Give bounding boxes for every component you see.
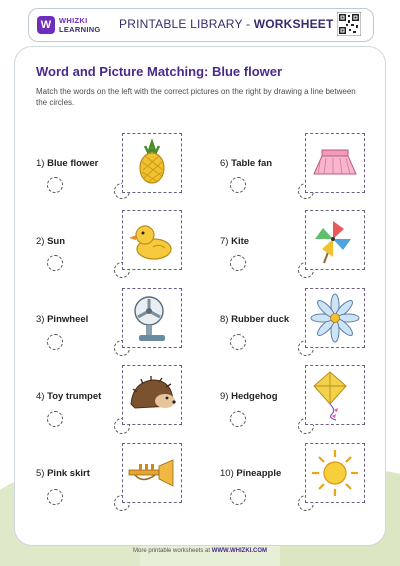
worksheet-instructions: Match the words on the left with the correct pictures on the right by drawing a line between the circles. [36, 87, 356, 107]
answer-circle-right-8[interactable] [230, 334, 246, 350]
toy-trumpet-icon [123, 444, 181, 502]
item-word: Kite [231, 236, 250, 247]
item-number: 10) [220, 468, 237, 479]
left-item-4 [36, 391, 101, 402]
item-number: 5) [36, 468, 48, 479]
left-item-2 [36, 236, 65, 247]
rubber-duck-icon [123, 211, 181, 269]
pinwheel-icon [306, 211, 364, 269]
picture-box-3 [122, 288, 182, 348]
right-item-10 [220, 468, 281, 479]
picture-box-5 [122, 443, 182, 503]
item-word: Toy trumpet [47, 391, 102, 402]
left-item-3 [36, 314, 88, 325]
right-item-6 [220, 158, 272, 169]
right-item-9 [220, 391, 278, 402]
answer-circle-left-3[interactable] [47, 334, 63, 350]
header-title-strong: WORKSHEET [253, 17, 334, 31]
picture-box-6 [305, 133, 365, 193]
right-item-8 [220, 314, 289, 325]
item-number: 8) [220, 314, 232, 325]
answer-circle-left-2[interactable] [47, 255, 63, 271]
picture-box-4 [122, 365, 182, 425]
logo-line2: LEARNING [59, 25, 101, 34]
logo-text [59, 16, 101, 34]
qr-code-icon [337, 12, 361, 36]
picture-box-1 [122, 133, 182, 193]
item-word: Pink skirt [47, 468, 90, 479]
item-word: Pineapple [236, 468, 282, 479]
item-number: 1) [36, 158, 48, 169]
logo-line1: WHIZKI [59, 16, 88, 25]
picture-box-9 [305, 365, 365, 425]
header-title-prefix: PRINTABLE LIBRARY - [119, 17, 254, 31]
item-word: Table fan [231, 158, 273, 169]
footer-prefix: More printable worksheets at [132, 548, 212, 554]
item-number: 6) [220, 158, 232, 169]
kite-icon [306, 366, 364, 424]
item-word: Blue flower [47, 158, 99, 169]
pineapple-icon [123, 134, 181, 192]
item-number: 9) [220, 391, 232, 402]
hedgehog-icon [123, 366, 181, 424]
header-title [119, 17, 334, 31]
answer-circle-right-6[interactable] [230, 177, 246, 193]
picture-box-10 [305, 443, 365, 503]
answer-circle-right-7[interactable] [230, 255, 246, 271]
sun-icon [306, 444, 364, 502]
footer-link[interactable]: WWW.WHIZKI.COM [211, 548, 268, 554]
answer-circle-left-1[interactable] [47, 177, 63, 193]
answer-circle-right-9[interactable] [230, 411, 246, 427]
picture-box-8 [305, 288, 365, 348]
answer-circle-left-4[interactable] [47, 411, 63, 427]
header-bar [28, 8, 374, 42]
item-number: 2) [36, 236, 48, 247]
pink-skirt-icon [306, 134, 364, 192]
footer [0, 548, 400, 554]
logo-icon: W [37, 16, 55, 34]
blue-flower-icon [306, 289, 364, 347]
left-item-1 [36, 158, 98, 169]
worksheet-title: Word and Picture Matching: Blue flower [36, 64, 283, 79]
answer-circle-left-5[interactable] [47, 489, 63, 505]
item-word: Rubber duck [231, 314, 290, 325]
item-number: 7) [220, 236, 232, 247]
item-word: Sun [47, 236, 66, 247]
table-fan-icon [123, 289, 181, 347]
picture-box-7 [305, 210, 365, 270]
item-number: 4) [36, 391, 48, 402]
left-item-5 [36, 468, 90, 479]
item-word: Pinwheel [47, 314, 89, 325]
right-item-7 [220, 236, 249, 247]
item-word: Hedgehog [231, 391, 278, 402]
item-number: 3) [36, 314, 48, 325]
picture-box-2 [122, 210, 182, 270]
answer-circle-right-10[interactable] [230, 489, 246, 505]
